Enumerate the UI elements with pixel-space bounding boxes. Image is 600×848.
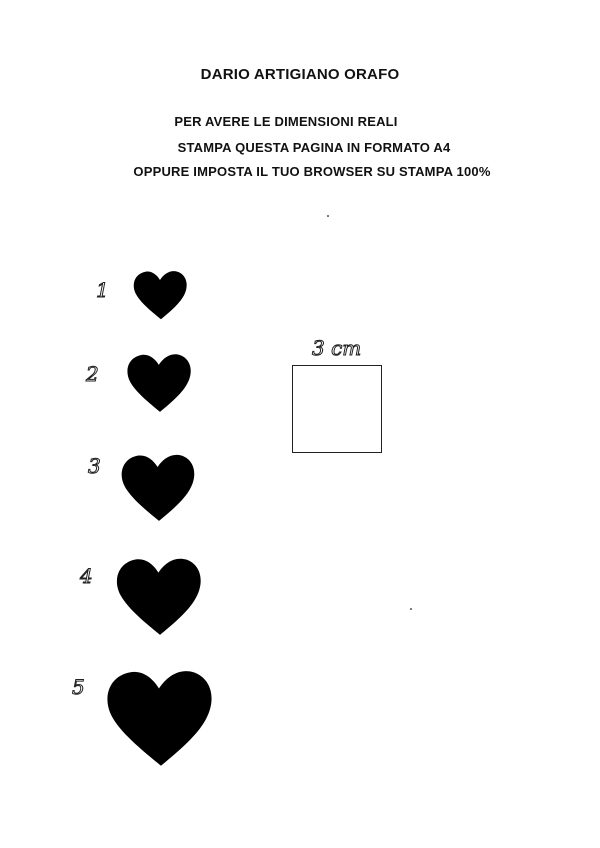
size-number-3: 3 [88, 454, 101, 478]
size-number-1: 1 [96, 278, 109, 302]
print-speck [327, 215, 329, 217]
scale-reference-square [292, 365, 382, 453]
page-title: DARIO ARTIGIANO ORAFO [200, 66, 400, 83]
scale-label: 3 cm [312, 336, 362, 360]
heart-pendant-size-1 [130, 266, 192, 326]
size-number-5: 5 [72, 675, 85, 699]
size-number-2: 2 [86, 362, 99, 386]
instruction-line-2: STAMPA QUESTA PAGINA IN FORMATO A4 [177, 140, 451, 155]
heart-pendant-size-3 [116, 450, 202, 528]
print-speck [410, 608, 412, 610]
heart-pendant-size-5 [100, 664, 222, 776]
heart-pendant-size-4 [108, 553, 212, 643]
heart-pendant-size-2 [122, 350, 198, 418]
size-number-4: 4 [80, 564, 93, 588]
instruction-line-3: OPPURE IMPOSTA IL TUO BROWSER SU STAMPA 100% [133, 164, 491, 179]
instruction-line-1: PER AVERE LE DIMENSIONI REALI [174, 114, 398, 129]
